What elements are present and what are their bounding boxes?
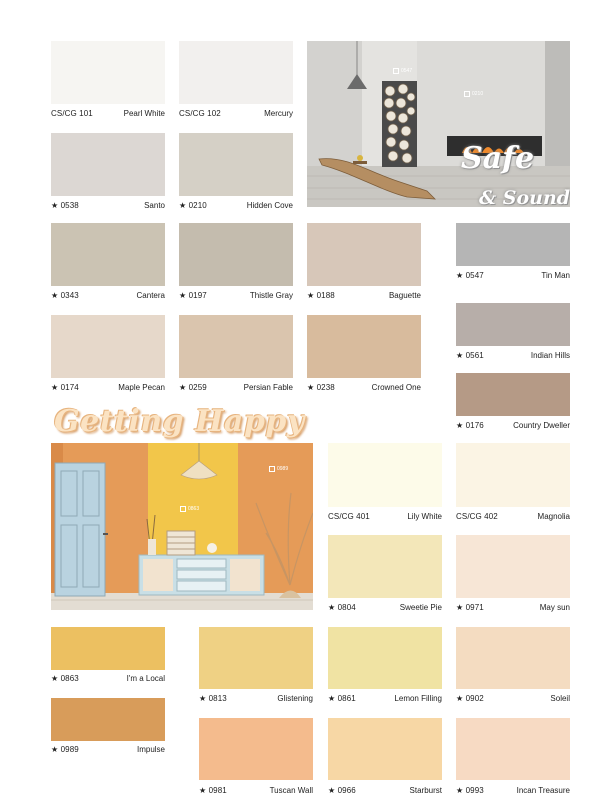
swatch-chip [199,718,313,780]
swatch-name: Tuscan Wall [269,786,313,795]
swatch-sweetie-pie [328,535,442,617]
swatch-name: Lemon Filling [394,694,442,703]
swatch-may-sun [456,535,570,617]
swatch-chip [456,718,570,780]
swatch-name: Starburst [409,786,442,795]
swatch-code: ★ 0188 [307,291,335,300]
swatch-code: ★ 0238 [307,383,335,392]
swatch-name: I'm a Local [126,674,165,683]
swatch-mercury [179,41,293,121]
swatch-tuscan-wall [199,718,313,798]
swatch-code: ★ 0804 [328,603,356,612]
swatch-code: ★ 0902 [456,694,484,703]
swatch-chip [456,443,570,507]
swatch-chip [51,223,165,286]
swatch-chip [51,133,165,196]
swatch-code: ★ 0971 [456,603,484,612]
swatch-chip [456,303,570,346]
living-room-illustration [307,41,570,207]
swatch-code: ★ 0259 [179,383,207,392]
color-tag-icon [464,91,470,97]
swatch-chip [199,627,313,689]
swatch-chip [179,133,293,196]
swatch-chip [307,223,421,286]
swatch-chip [307,315,421,378]
swatch-code: ★ 0174 [51,383,79,392]
swatch-lily-white [328,443,442,525]
photo-title-line1: Safe [461,141,535,176]
swatch-chip [328,627,442,689]
swatch-name: Crowned One [371,383,421,392]
swatch-chip [51,698,165,741]
swatch-lemon-filling [328,627,442,707]
swatch-name: Sweetie Pie [399,603,442,612]
swatch-name: Glistening [277,694,313,703]
swatch-name: Hidden Cove [246,201,293,210]
swatch-soleil [456,627,570,707]
swatch-chip [51,41,165,104]
swatch-name: Lily White [407,512,442,521]
photo-tag: 0210 [472,91,484,97]
swatch-chip [51,315,165,378]
swatch-indian-hills [456,303,570,363]
swatch-magnolia [456,443,570,525]
swatch-code: ★ 0863 [51,674,79,683]
swatch-code: ★ 0210 [179,201,207,210]
swatch-chip [51,627,165,670]
swatch-name: Impulse [136,745,165,754]
photo-tag: 0547 [401,68,413,74]
swatch-starburst [328,718,442,798]
swatch-name: Pearl White [123,109,165,118]
swatch-chip [328,443,442,507]
swatch-code: ★ 0176 [456,421,484,430]
swatch-cantera [51,223,165,303]
swatch-persian-fable [179,315,293,395]
photo-title-line2: & Sound [479,187,570,207]
swatch-tin-man [456,223,570,283]
swatch-pearl-white [51,41,165,121]
swatch-chip [179,223,293,286]
swatch-crowned-one [307,315,421,395]
swatch-code: CS/CG 402 [456,512,498,521]
swatch-code: ★ 0966 [328,786,356,795]
swatch-chip [179,315,293,378]
swatch-code: ★ 0861 [328,694,356,703]
swatch-im-a-local [51,627,165,687]
swatch-code: CS/CG 401 [328,512,370,521]
swatch-name: Maple Pecan [118,383,165,392]
swatch-code: ★ 0547 [456,271,484,280]
swatch-impulse [51,698,165,758]
photo-getting-happy [51,443,313,610]
swatch-name: Baguette [388,291,421,300]
swatch-glistening [199,627,313,707]
swatch-name: Mercury [264,109,293,118]
swatch-name: Thistle Gray [249,291,293,300]
swatch-code: ★ 0981 [199,786,227,795]
swatch-thistle-gray [179,223,293,303]
swatch-name: Cantera [136,291,165,300]
swatch-chip [328,718,442,780]
swatch-name: Magnolia [537,512,570,521]
swatch-name: Country Dweller [513,421,570,430]
swatch-name: Incan Treasure [516,786,570,795]
swatch-baguette [307,223,421,303]
photo-tag: 0863 [188,506,200,512]
color-tag-icon [180,506,186,512]
swatch-chip [456,535,570,598]
photo-safe-and-sound [307,41,570,207]
swatch-code: CS/CG 102 [179,109,221,118]
swatch-santo [51,133,165,213]
section-title-getting-happy: Getting Happy [54,404,305,439]
swatch-chip [179,41,293,104]
swatch-code: ★ 0989 [51,745,79,754]
color-tag-icon [269,466,275,472]
swatch-chip [328,535,442,598]
swatch-name: Tin Man [541,271,570,280]
swatch-chip [456,627,570,689]
swatch-country-dweller [456,373,570,433]
swatch-chip [456,373,570,416]
swatch-code: ★ 0993 [456,786,484,795]
swatch-name: May sun [539,603,570,612]
photo-tag: 0989 [277,466,289,472]
swatch-name: Soleil [550,694,570,703]
swatch-maple-pecan [51,315,165,395]
swatch-name: Indian Hills [530,351,570,360]
swatch-code: ★ 0561 [456,351,484,360]
swatch-code: ★ 0538 [51,201,79,210]
swatch-code: CS/CG 101 [51,109,93,118]
swatch-incan-treasure [456,718,570,798]
color-tag-icon [393,68,399,74]
swatch-name: Santo [144,201,165,210]
swatch-name: Persian Fable [243,383,293,392]
swatch-code: ★ 0343 [51,291,79,300]
swatch-chip [456,223,570,266]
swatch-hidden-cove [179,133,293,213]
swatch-code: ★ 0197 [179,291,207,300]
swatch-code: ★ 0813 [199,694,227,703]
